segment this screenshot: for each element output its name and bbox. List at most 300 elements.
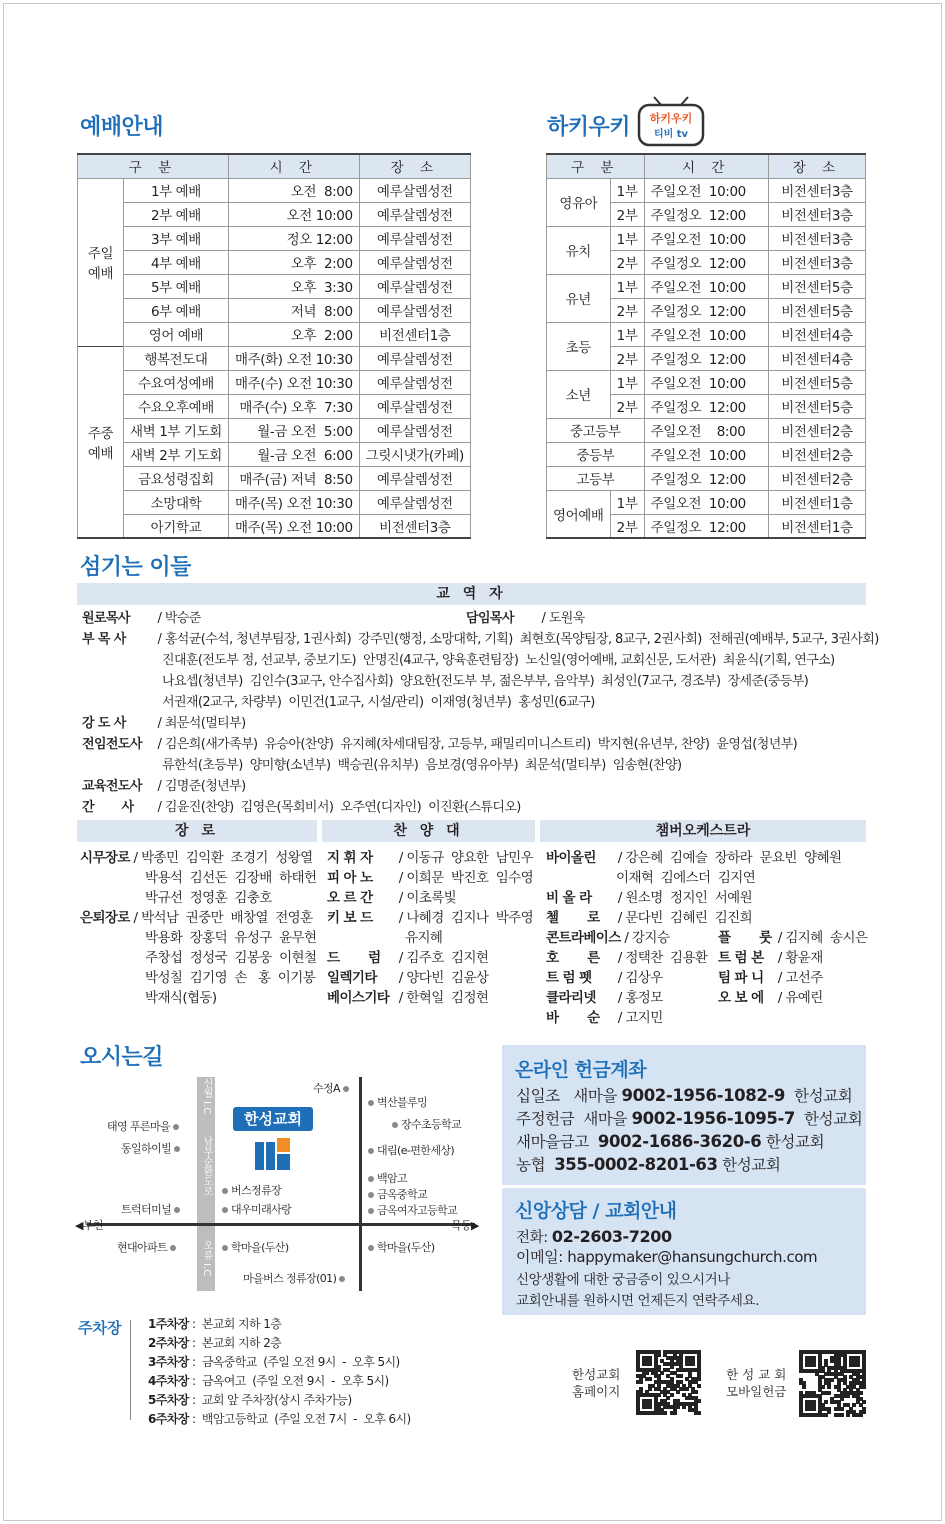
- clergy-line: [162, 651, 835, 671]
- elder-names: / 박석남 권중만 배창열 전영훈: [129, 910, 313, 926]
- phone-number[interactable]: 02-2603-7200: [551, 1227, 672, 1246]
- service-name: 6부 예배: [124, 298, 229, 322]
- service-time: 매주(목) 오전 10:30: [228, 490, 359, 514]
- group-label: 중고등부: [547, 418, 645, 442]
- parking-desc: : 금옥중학교 (주일 오전 9시 - 오후 5시): [188, 1355, 400, 1369]
- elder-names: 박재식(협동): [145, 990, 217, 1006]
- map-label: [365, 1170, 407, 1186]
- parking-label: 6주차장: [148, 1412, 189, 1426]
- chamber-part: 클라리넷: [546, 990, 596, 1006]
- parking-label: 3주차장: [148, 1355, 189, 1369]
- clergy-title: 부 목 사: [82, 632, 126, 647]
- map-dot-icon: [170, 1245, 176, 1251]
- counsel-note-2: 교회안내를 원하시면 언제든지 연락주세요.: [516, 1293, 760, 1309]
- service-name: 영어 예배: [124, 322, 229, 346]
- road-vertical-2: [359, 1077, 362, 1291]
- table-row: [547, 442, 866, 466]
- place: 비전센터3층: [768, 178, 865, 202]
- time: 주일오전 10:00: [644, 178, 768, 202]
- table-header-row: [547, 154, 866, 178]
- service-place: 예루살렘성전: [359, 274, 470, 298]
- parking-item: [148, 1314, 281, 1334]
- clergy-names: / 홍석균(수석, 청년부팀장, 1권사회) 강주민(행정, 소망대학, 기획) 최현호(목양팀장, 8교구, 2권사회) 전해권(예배부, 5교구, 3권사회): [154, 632, 879, 647]
- clergy-names: / 김은희(새가족부) 유승아(찬양) 유지혜(차세대팀장, 고등부, 패밀리미니스트리) 박지현(유년부, 찬양) 윤영섭(청년부): [154, 737, 798, 752]
- table-row: [78, 202, 471, 226]
- map-label-text: 태영 푸른마을: [107, 1120, 171, 1133]
- chamber-part: 호 른: [546, 950, 600, 966]
- service-name: 아기학교: [124, 514, 229, 538]
- elder-title: 시무장로: [80, 850, 130, 866]
- clergy-line: [82, 777, 246, 797]
- directions-title: 오시는길: [80, 1045, 164, 1070]
- part: 1부: [610, 274, 644, 298]
- map-label-text: 수정A: [313, 1082, 340, 1095]
- chamber-line: [546, 948, 707, 968]
- chamber-part: 비 올 라: [546, 890, 592, 906]
- road-horizontal: [87, 1223, 475, 1226]
- servants-title: 섬기는 이들: [80, 555, 191, 580]
- map-label: [365, 1186, 427, 1202]
- service-time: 저녁 8:00: [228, 298, 359, 322]
- parking-desc: : 본교회 지하 2층: [188, 1336, 282, 1350]
- table-row: [78, 274, 471, 298]
- account-line: [516, 1084, 852, 1106]
- group-label: 고등부: [547, 466, 645, 490]
- hakiwuki-table: [546, 153, 866, 539]
- account-kind: 주정헌금 새마을: [516, 1110, 632, 1128]
- service-name: 새벽 2부 기도회: [124, 442, 229, 466]
- map-dot-icon: [174, 1146, 180, 1152]
- map-label-text: 버스정류장: [231, 1184, 282, 1197]
- map-dot-icon: [343, 1086, 349, 1092]
- choir-names: / 나혜경 김지나 박주영: [395, 910, 534, 926]
- choir-names: / 양다빈 김윤상: [395, 970, 489, 986]
- chamber-line: [718, 948, 823, 968]
- directions-map: [77, 1072, 485, 1297]
- table-row: [78, 442, 471, 466]
- map-label-text: 백암고: [377, 1172, 408, 1185]
- part: 2부: [610, 394, 644, 418]
- clergy-names: / 최문석(멀티부): [154, 716, 246, 731]
- elder-names: / 박종민 김익환 조경기 성왕열: [129, 850, 313, 866]
- service-time: 오전 10:00: [228, 202, 359, 226]
- service-name: 2부 예배: [124, 202, 229, 226]
- place: 비전센터1층: [768, 490, 865, 514]
- clergy-names: 나요셉(청년부) 김인수(3교구, 안수집사회) 양요한(전도부 부, 젊은부부, 음악부) 최성인(7교구, 경조부) 장세준(중등부): [162, 674, 809, 689]
- service-name: 5부 예배: [124, 274, 229, 298]
- service-name: 수요여성예배: [124, 370, 229, 394]
- service-place: 그릿시냇가(카페): [359, 442, 470, 466]
- counsel-phone: [516, 1226, 672, 1247]
- clergy-line: [82, 609, 201, 629]
- group-label: 유년: [547, 274, 611, 322]
- part: 2부: [610, 250, 644, 274]
- elder-names: 박성칠 김기영 손 홍 이기봉: [145, 970, 316, 986]
- qr-mobile-label-2: 모바일헌금: [726, 1384, 787, 1399]
- map-label: [365, 1142, 454, 1158]
- map-dot-icon: [174, 1207, 180, 1213]
- svg-text:하키우키: 하키우키: [649, 112, 693, 125]
- map-label-text: 벽산블루밍: [377, 1096, 428, 1109]
- map-label-text: 대림(e-편한세상): [377, 1144, 455, 1157]
- worship-title: 예배안내: [80, 115, 164, 140]
- place: 비전센터1층: [768, 514, 865, 538]
- table-row: [78, 394, 471, 418]
- map-dot-icon: [222, 1188, 228, 1194]
- chamber-line: [546, 908, 752, 928]
- counsel-email[interactable]: 이메일: happymaker@hansungchurch.com: [516, 1248, 818, 1266]
- account-kind: 새마을금고: [516, 1133, 598, 1151]
- map-label-text: 트럭터미널: [121, 1203, 172, 1216]
- choir-part: 베이스기타: [327, 990, 390, 1006]
- account-number[interactable]: 9002-1956-1082-9: [621, 1086, 785, 1105]
- church-name-badge: 한성교회: [233, 1107, 313, 1131]
- chamber-names: 이재혁 김에스더 김지연: [616, 870, 756, 886]
- account-number[interactable]: 9002-1686-3620-6: [597, 1132, 762, 1151]
- place: 비전센터5층: [768, 298, 865, 322]
- group-label: 영어예배: [547, 490, 611, 538]
- part: 2부: [610, 346, 644, 370]
- table-row: [547, 322, 866, 346]
- map-dot-icon: [392, 1122, 398, 1128]
- service-place: 예루살렘성전: [359, 298, 470, 322]
- choir-bar: 찬 양 대: [322, 820, 535, 842]
- parking-desc: : 교회 앞 주차장(상시 주차가능): [188, 1393, 352, 1407]
- time: 주일정오 12:00: [644, 394, 768, 418]
- account-owner: 한성교회: [795, 1110, 863, 1128]
- table-row: [547, 370, 866, 394]
- service-time: 매주(수) 오전 10:30: [228, 370, 359, 394]
- time: 주일오전 10:00: [644, 274, 768, 298]
- parking-divider: [130, 1320, 131, 1420]
- clergy-title: 간 사: [82, 800, 134, 815]
- map-label-text: 현대아파트: [117, 1241, 168, 1254]
- elder-line: [145, 928, 316, 948]
- choir-part: 지 휘 자: [327, 850, 373, 866]
- map-label: [219, 1201, 291, 1217]
- parking-desc: : 금옥여고 (주일 오전 9시 - 오후 5시): [188, 1374, 389, 1388]
- chamber-part: 콘트라베이스: [546, 930, 621, 946]
- time: 주일정오 12:00: [644, 202, 768, 226]
- chamber-line: [616, 868, 755, 888]
- chamber-part: 바이올린: [546, 850, 596, 866]
- time: 주일정오 12:00: [644, 466, 768, 490]
- service-name: 수요오후예배: [124, 394, 229, 418]
- elder-line: [145, 988, 217, 1008]
- time: 주일정오 12:00: [644, 346, 768, 370]
- service-time: 오전 8:00: [228, 178, 359, 202]
- clergy-names: / 김윤진(찬양) 김영은(목회비서) 오주연(디자인) 이진환(스튜디오): [154, 800, 521, 815]
- map-label: [365, 1202, 457, 1218]
- map-label-text: 동일하이빌: [121, 1142, 172, 1155]
- map-label-text: 대우미래사랑: [231, 1203, 292, 1216]
- choir-part: 드 럼: [327, 950, 381, 966]
- service-name: 4부 예배: [124, 250, 229, 274]
- clergy-line: [82, 735, 797, 755]
- place: 비전센터2층: [768, 442, 865, 466]
- choir-names: / 이초록빛: [395, 890, 457, 906]
- choir-line: [327, 948, 488, 968]
- chamber-part: 플 룻: [718, 930, 772, 946]
- chamber-names: / 홍정모: [614, 990, 663, 1006]
- map-label: [313, 1080, 352, 1096]
- group-label: 중등부: [547, 442, 645, 466]
- road-vertical-label: 남부순환도로: [201, 1136, 212, 1196]
- elder-line: [80, 848, 313, 868]
- elder-line: [145, 968, 315, 988]
- parking-label: 4주차장: [148, 1374, 189, 1388]
- table-row: [547, 466, 866, 490]
- parking-item: [148, 1333, 281, 1353]
- parking-desc: : 본교회 지하 1층: [188, 1317, 282, 1331]
- east-label: 목동▶: [451, 1219, 479, 1232]
- place: 비전센터5층: [768, 274, 865, 298]
- clergy-names: 서권재(2교구, 차량부) 이민건(1교구, 시설/관리) 이재영(청년부) 홍성민(6교구): [162, 695, 595, 710]
- elder-names: 주창섭 정성국 김봉웅 이현철: [145, 950, 317, 966]
- clergy-names: / 박승준: [154, 611, 201, 626]
- place: 비전센터5층: [768, 394, 865, 418]
- map-dot-icon: [368, 1176, 374, 1182]
- choir-line: [327, 988, 488, 1008]
- map-label: [219, 1182, 281, 1198]
- parking-item: [148, 1352, 400, 1372]
- service-name: 1부 예배: [124, 178, 229, 202]
- qr-home-label-1: 한성교회: [572, 1367, 621, 1382]
- map-label: [365, 1094, 427, 1110]
- account-line: [516, 1107, 862, 1129]
- map-dot-icon: [368, 1148, 374, 1154]
- place: 비전센터5층: [768, 370, 865, 394]
- account-kind: 농협: [516, 1156, 555, 1174]
- place: 비전센터2층: [768, 418, 865, 442]
- time: 주일정오 12:00: [644, 298, 768, 322]
- account-line: [516, 1130, 824, 1152]
- service-place: 예루살렘성전: [359, 490, 470, 514]
- clergy-names: 진대훈(전도부 정, 선교부, 중보기도) 안명진(4교구, 양육훈련팀장) 노신일(영어예배, 교회신문, 도서관) 최윤식(기획, 연구소): [162, 653, 835, 668]
- chamber-names: / 김지혜 송시은: [774, 930, 868, 946]
- elder-line: [145, 888, 272, 908]
- group-label: 영유아: [547, 178, 611, 226]
- church-logo-icon: [255, 1138, 291, 1170]
- service-place: 예루살렘성전: [359, 370, 470, 394]
- table-row: [78, 322, 471, 346]
- choir-names: / 한혁일 김정현: [395, 990, 489, 1006]
- place: 비전센터3층: [768, 202, 865, 226]
- clergy-line: [82, 714, 246, 734]
- service-place: 비전센터3층: [359, 514, 470, 538]
- table-header: 구 분: [547, 154, 645, 178]
- counsel-title: 신앙상담 / 교회안내: [515, 1200, 677, 1222]
- account-line: [516, 1153, 780, 1175]
- time: 주일정오 12:00: [644, 250, 768, 274]
- chamber-names: / 강지승: [620, 930, 670, 946]
- parking-label: 1주차장: [148, 1317, 189, 1331]
- place: 비전센터4층: [768, 322, 865, 346]
- choir-part: 일렉기타: [327, 970, 377, 986]
- account-kind: 십일조 새마을: [516, 1087, 622, 1105]
- table-header: 장 소: [359, 154, 470, 178]
- table-row: [547, 274, 866, 298]
- phone-label: 전화:: [516, 1230, 552, 1246]
- table-row: [78, 226, 471, 250]
- hakiwuki-title: 하키우키: [547, 115, 631, 140]
- chamber-part: 팀 파 니: [718, 970, 764, 986]
- part: 1부: [610, 178, 644, 202]
- service-time: 오후 2:00: [228, 322, 359, 346]
- table-row: [78, 346, 471, 370]
- time: 주일오전 10:00: [644, 226, 768, 250]
- service-name: 3부 예배: [124, 226, 229, 250]
- map-dot-icon: [173, 1124, 179, 1130]
- place: 비전센터3층: [768, 250, 865, 274]
- map-label-text: 학마을(두산): [231, 1241, 289, 1254]
- account-number[interactable]: 9002-1956-1095-7: [631, 1109, 795, 1128]
- parking-item: [148, 1409, 411, 1429]
- map-label: [389, 1116, 461, 1132]
- counsel-note-1: 신앙생활에 대한 궁금증이 있으시거나: [516, 1272, 730, 1288]
- service-place: 예루살렘성전: [359, 394, 470, 418]
- elder-names: 박용석 김선돈 김장배 하태헌: [145, 870, 317, 886]
- table-row: [78, 514, 471, 538]
- chamber-line: [546, 988, 663, 1008]
- clergy-line: [82, 798, 521, 818]
- service-place: 예루살렘성전: [359, 466, 470, 490]
- choir-part: 피 아 노: [327, 870, 373, 886]
- qr-mobile-offering-icon[interactable]: [799, 1350, 865, 1416]
- chamber-line: [546, 1008, 663, 1028]
- clergy-bar: 교 역 자: [77, 583, 866, 605]
- hakiwuki-tv-logo: [636, 96, 706, 148]
- chamber-line: [546, 968, 663, 988]
- table-row: [78, 178, 471, 202]
- table-row: [78, 490, 471, 514]
- choir-part: 키 보 드: [327, 910, 373, 926]
- clergy-names: / 김명준(청년부): [154, 779, 246, 794]
- service-time: 매주(수) 오후 7:30: [228, 394, 359, 418]
- map-label: [121, 1140, 183, 1156]
- part: 2부: [610, 202, 644, 226]
- table-header: 시 간: [228, 154, 359, 178]
- choir-names: / 이희문 박진호 임수영: [395, 870, 534, 886]
- choir-names: 유지혜: [405, 930, 443, 946]
- map-dot-icon: [222, 1245, 228, 1251]
- chamber-names: / 정택찬 김용환: [614, 950, 708, 966]
- choir-line: [327, 868, 533, 888]
- account-number[interactable]: 355-0002-8201-63: [554, 1155, 718, 1174]
- worship-table: [77, 153, 471, 539]
- table-row: [78, 298, 471, 322]
- choir-line: [327, 908, 533, 928]
- svg-text:티비 tv: 티비 tv: [653, 129, 689, 140]
- clergy-title: 담임목사: [466, 611, 514, 626]
- choir-line: [327, 968, 488, 988]
- part: 1부: [610, 322, 644, 346]
- service-name: 소망대학: [124, 490, 229, 514]
- chamber-line: [718, 928, 867, 948]
- chamber-names: / 김상우: [614, 970, 663, 986]
- service-name: 행복전도대: [124, 346, 229, 370]
- clergy-title: 전임전도사: [82, 737, 142, 752]
- parking-item: [148, 1390, 352, 1410]
- service-time: 정오 12:00: [228, 226, 359, 250]
- qr-homepage-icon[interactable]: [636, 1350, 700, 1416]
- table-row: [78, 466, 471, 490]
- parking-title: 주차장: [78, 1319, 122, 1337]
- chamber-names: / 문다빈 김혜린 김진희: [614, 910, 753, 926]
- clergy-title: 강 도 사: [82, 716, 126, 731]
- time: 주일오전 10:00: [644, 370, 768, 394]
- elder-names: 박규선 정영훈 김충호: [145, 890, 272, 906]
- parking-label: 5주차장: [148, 1393, 189, 1407]
- map-label: [121, 1201, 183, 1217]
- elder-line: [80, 908, 313, 928]
- service-place: 예루살렘성전: [359, 226, 470, 250]
- account-owner: 한성교회: [761, 1133, 825, 1151]
- chamber-line: [718, 968, 823, 988]
- chamber-part: 바 순: [546, 1010, 600, 1026]
- parking-item: [148, 1371, 389, 1391]
- choir-line: [405, 928, 442, 948]
- map-dot-icon: [368, 1245, 374, 1251]
- map-label: [365, 1239, 435, 1255]
- group-label: 유치: [547, 226, 611, 274]
- service-place: 예루살렘성전: [359, 418, 470, 442]
- group-label: 주중 예배: [78, 346, 124, 538]
- map-dot-icon: [368, 1100, 374, 1106]
- time: 주일오전 10:00: [644, 490, 768, 514]
- part: 1부: [610, 370, 644, 394]
- part: 1부: [610, 226, 644, 250]
- time: 주일오전 8:00: [644, 418, 768, 442]
- qr-home-label-2: 홈페이지: [572, 1384, 621, 1399]
- map-label: [107, 1118, 182, 1134]
- chamber-names: / 황윤재: [774, 950, 823, 966]
- clergy-line: [162, 672, 808, 692]
- clergy-line: [162, 756, 681, 776]
- table-header: 시 간: [644, 154, 768, 178]
- table-row: [78, 370, 471, 394]
- chamber-names: / 고선주: [774, 970, 823, 986]
- chamber-line: [546, 848, 841, 868]
- clergy-names: / 도원욱: [538, 611, 585, 626]
- clergy-title: 교육전도사: [82, 779, 142, 794]
- table-header: 구 분: [78, 154, 229, 178]
- map-label-text: 마을버스 정류장(01): [243, 1272, 337, 1285]
- choir-line: [327, 848, 533, 868]
- map-dot-icon: [368, 1208, 374, 1214]
- table-row: [547, 178, 866, 202]
- elder-title: 은퇴장로: [80, 910, 130, 926]
- group-label: 주일 예배: [78, 178, 124, 346]
- elder-line: [145, 948, 316, 968]
- part: 2부: [610, 298, 644, 322]
- chamber-names: / 고지민: [614, 1010, 663, 1026]
- service-time: 매주(금) 저녁 8:50: [228, 466, 359, 490]
- table-row: [547, 418, 866, 442]
- chamber-line: [718, 988, 823, 1008]
- chamber-part: 트 럼 펫: [546, 970, 592, 986]
- choir-names: / 이동규 양요한 남민우: [395, 850, 534, 866]
- ic-bottom-label: 오류 I.C: [201, 1240, 212, 1277]
- place: 비전센터2층: [768, 466, 865, 490]
- group-label: 소년: [547, 370, 611, 418]
- table-row: [78, 250, 471, 274]
- map-dot-icon: [368, 1192, 374, 1198]
- map-label: [243, 1270, 348, 1286]
- service-place: 예루살렘성전: [359, 178, 470, 202]
- elder-line: [145, 868, 316, 888]
- service-time: 월-금 오전 6:00: [228, 442, 359, 466]
